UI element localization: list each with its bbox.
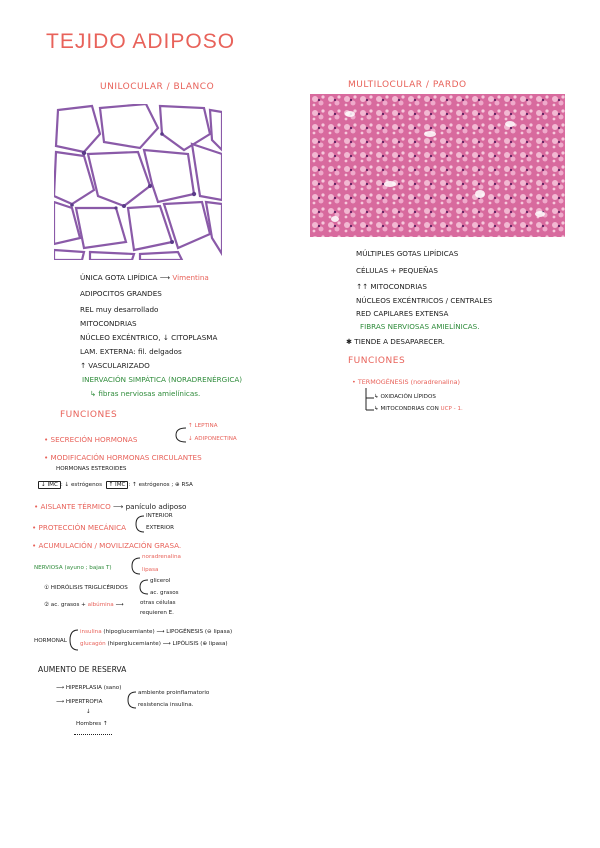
termogenesis: • TERMOGÉNESIS (noradrenalina) (352, 378, 461, 386)
white-funciones-heading: FUNCIONES (60, 410, 118, 420)
white-line-2: ADIPOCITOS GRANDES (80, 289, 162, 298)
ac-grasos: ac. grasos (150, 590, 179, 596)
noradrenalina-white: noradrenalina (142, 554, 181, 560)
oxidacion-lipidos: ↳ OXIDACIÓN LÍPIDOS (374, 394, 436, 400)
hiperplasia: ⟶ HIPERPLASIA (sano) (56, 685, 122, 691)
brown-fibras: FIBRAS NERVIOSAS AMIELÍNICAS. (360, 322, 480, 331)
white-adipose-micrograph (54, 104, 222, 260)
glucagon-line: glucagón (hiperglucemiante) ⟶ LIPÓLISIS (⊕ lipasa) (80, 641, 228, 647)
white-line-7: ↑ VASCULARIZADO (80, 361, 150, 370)
exterior: EXTERIOR (146, 525, 175, 531)
white-adipose-heading: UNILOCULAR / BLANCO (100, 82, 215, 92)
step1-brace (136, 578, 150, 596)
page-title: TEJIDO ADIPOSO (46, 30, 236, 53)
proteccion-mecanica: • PROTECCIÓN MECÁNICA (32, 523, 127, 532)
imc-line: ↓ IMC : ↓ estrógenos ↑ IMC : ↑ estrógenos ; ⊕ RSA (38, 483, 193, 489)
hombres-underline (74, 731, 112, 735)
mitocondrias-ucp: ↳ MITOCONDRIAS CON UCP - 1. (374, 406, 463, 412)
nerviosa-brace (128, 556, 142, 576)
white-line-3: REL muy desarrollado (80, 305, 159, 314)
leptina: ↑ LEPTINA (188, 423, 218, 429)
nerviosa: NERVIOSA (ayuno ; bajas T) (34, 565, 112, 571)
hormonal-brace (66, 628, 80, 652)
ambiente-proinflamatorio: ambiente proinflamatorio (138, 690, 210, 696)
acumulacion-movilizacion: • ACUMULACIÓN / MOVILIZACIÓN GRASA. (32, 541, 182, 550)
lipasa-white: lipasa (142, 567, 159, 573)
hipertrofia-brace (124, 690, 138, 710)
brown-line-1: MÚLTIPLES GOTAS LIPÍDICAS (356, 249, 459, 258)
adiponectina: ↓ ADIPONECTINA (188, 436, 237, 442)
hormonas-esteroides: HORMONAS ESTEROIDES (56, 466, 127, 472)
brown-line-2: CÉLULAS + PEQUEÑAS (356, 266, 438, 275)
secrecion-brace (172, 426, 188, 444)
step-2: ② ac. grasos + albúmina ⟶ (44, 602, 124, 608)
brown-line-5: RED CAPILARES EXTENSA (356, 309, 449, 318)
otras-celulas: otras células (140, 600, 176, 606)
insulina-line: insulina (hipoglucemiante) ⟶ LIPOGÉNESIS (⊖ lipasa) (80, 629, 233, 635)
resistencia-insulina: resistencia insulina. (138, 702, 194, 708)
white-line-8: INERVACIÓN SIMPÁTICA (NORADRENÉRGICA) (82, 375, 243, 384)
brown-tiende: ✱ TIENDE A DESAPARECER. (346, 337, 445, 346)
modificacion-hormonas: • MODIFICACIÓN HORMONAS CIRCULANTES (44, 453, 202, 462)
brown-adipose-micrograph (310, 94, 565, 237)
proteccion-brace (132, 514, 146, 534)
brown-adipose-heading: MULTILOCULAR / PARDO (348, 80, 467, 90)
white-line-5: NÚCLEO EXCÉNTRICO, ↓ CITOPLASMA (80, 333, 218, 342)
brown-line-3: ↑↑ MITOCONDRIAS (356, 282, 427, 291)
brown-line-4: NÚCLEOS EXCÉNTRICOS / CENTRALES (356, 296, 493, 305)
white-line-6: LAM. EXTERNA: fil. delgados (80, 347, 182, 356)
interior: INTERIOR (146, 513, 173, 519)
requieren-e: requieren E. (140, 610, 174, 616)
brown-funciones-heading: FUNCIONES (348, 356, 406, 366)
down-arrow: ↓ (86, 709, 91, 715)
step-1: ① HIDRÓLISIS TRIGLICÉRIDOS (44, 585, 128, 591)
white-line-4: MITOCONDRIAS (80, 319, 137, 328)
glicerol: glicerol (150, 578, 171, 584)
secrecion-hormonas: • SECRECIÓN HORMONAS (44, 435, 138, 444)
hipertrofia: ⟶ HIPERTROFIA (56, 699, 103, 705)
aislante-termico: • AISLANTE TÉRMICO ⟶ panículo adiposo (34, 502, 187, 511)
white-line-9: ↳ fibras nerviosas amielínicas. (90, 389, 201, 398)
white-line-1: ÚNICA GOTA LIPÍDICA ⟶ Vimentina (80, 273, 209, 282)
hormonal: HORMONAL (34, 638, 67, 644)
aumento-reserva: AUMENTO DE RESERVA (38, 665, 127, 674)
hombres: Hombres ↑ (76, 721, 108, 727)
